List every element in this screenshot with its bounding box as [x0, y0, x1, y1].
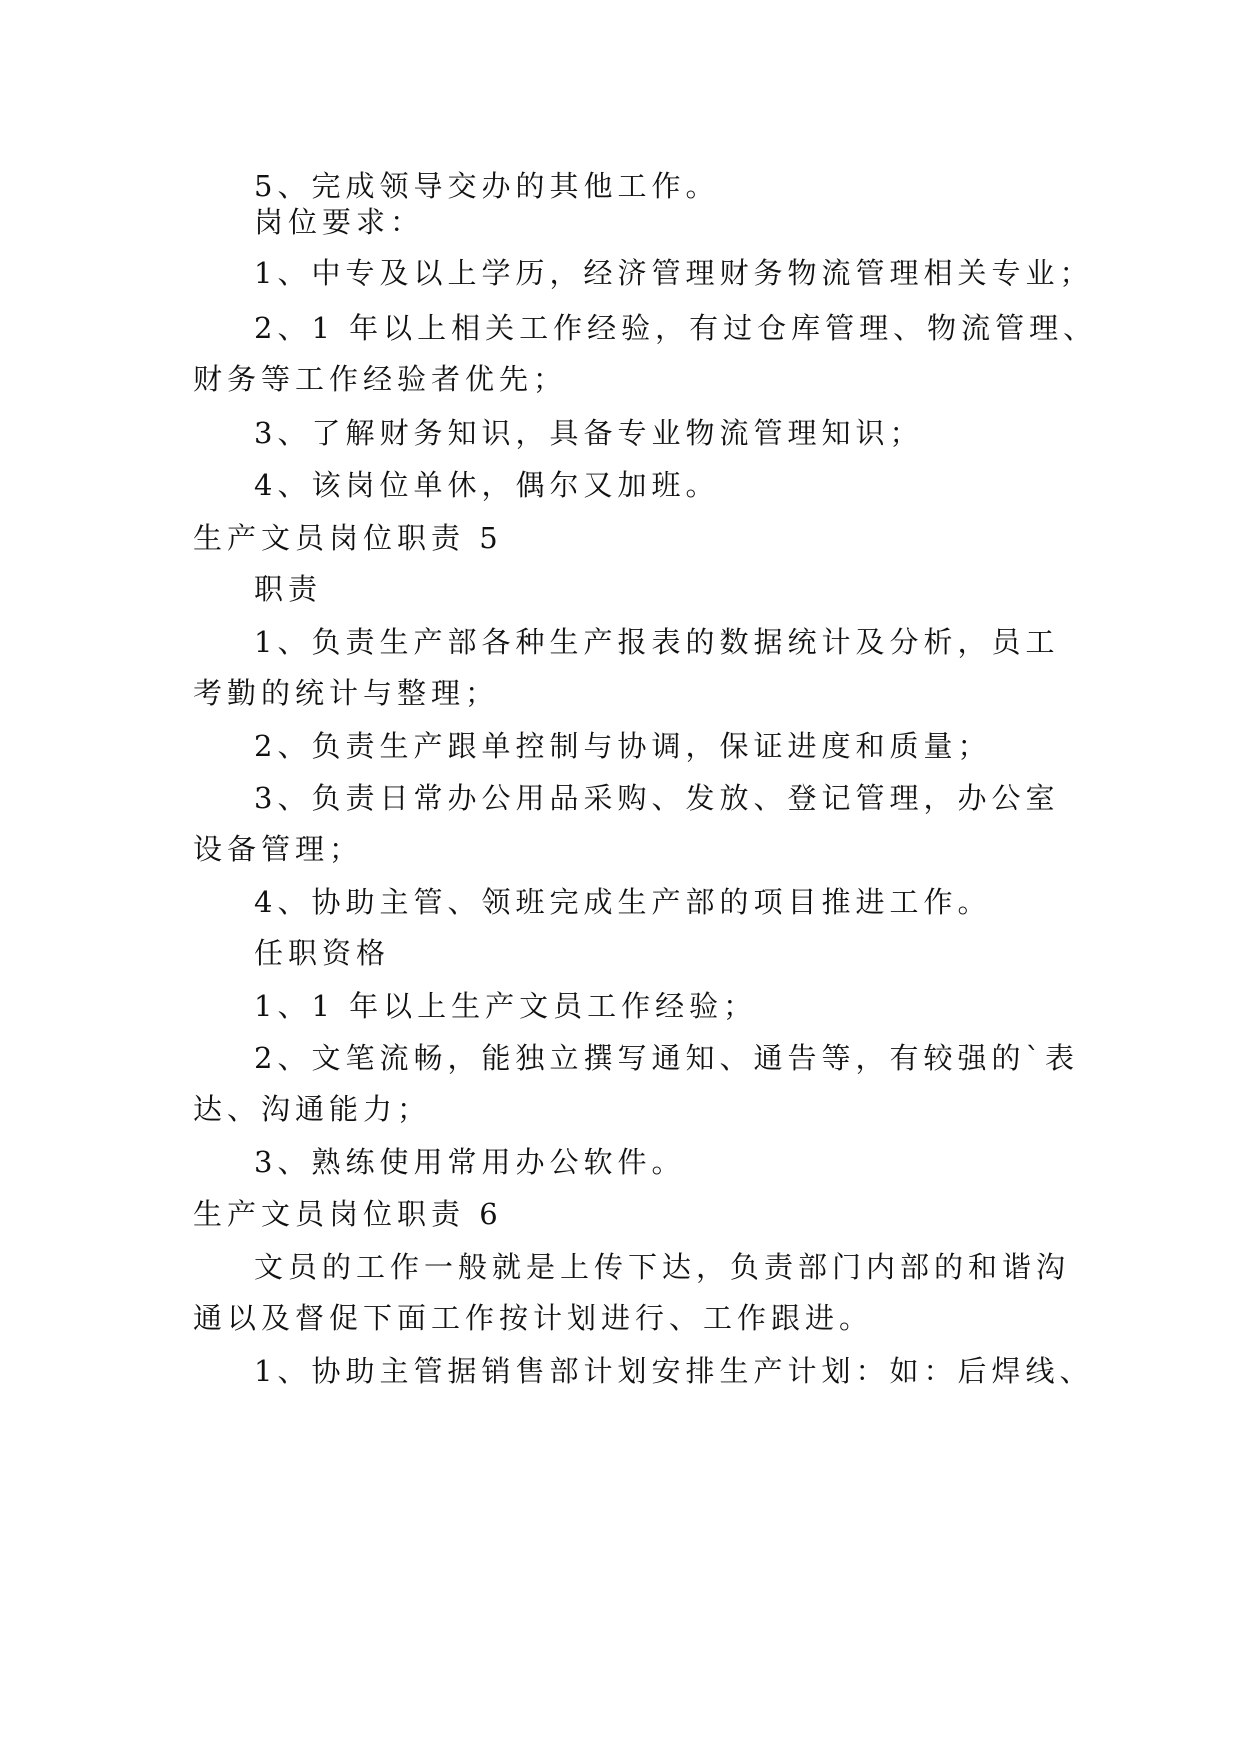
list-item-office-software: 3、熟练使用常用办公软件。	[254, 1145, 686, 1179]
list-item-office-supplies-cont: 设备管理；	[193, 832, 364, 866]
list-item-writing-skills-cont: 达、沟通能力；	[193, 1092, 432, 1126]
list-item-production-plan: 1、协助主管据销售部计划安排生产计划：如：后焊线、	[254, 1354, 1094, 1388]
list-item-assist-supervisor: 4、协助主管、领班完成生产部的项目推进工作。	[254, 885, 992, 919]
list-item-work-schedule: 4、该岗位单休，偶尔又加班。	[254, 468, 720, 502]
list-item-order-tracking: 2、负责生产跟单控制与协调，保证进度和质量；	[254, 729, 992, 763]
list-item-finance-knowledge: 3、了解财务知识，具备专业物流管理知识；	[254, 416, 924, 450]
paragraph-clerk-role: 文员的工作一般就是上传下达，负责部门内部的和谐沟	[254, 1250, 1071, 1284]
list-item-report-statistics: 1、负责生产部各种生产报表的数据统计及分析，员工	[254, 625, 1060, 659]
subheading-duties: 职责	[254, 572, 323, 606]
list-item-education: 1、中专及以上学历，经济管理财务物流管理相关专业；	[254, 256, 1094, 290]
section-title-5: 生产文员岗位职责 5	[193, 521, 503, 555]
paragraph-clerk-role-cont: 通以及督促下面工作按计划进行、工作跟进。	[193, 1301, 874, 1335]
list-item-writing-skills: 2、文笔流畅，能独立撰写通知、通告等，有较强的`表	[254, 1041, 1079, 1075]
list-item-one-year-experience: 1、1 年以上生产文员工作经验；	[254, 989, 758, 1023]
list-item-report-statistics-cont: 考勤的统计与整理；	[193, 676, 500, 710]
list-item-experience-cont: 财务等工作经验者优先；	[193, 362, 568, 396]
section-heading-job-requirements: 岗位要求：	[254, 205, 425, 239]
list-item-experience: 2、1 年以上相关工作经验，有过仓库管理、物流管理、	[254, 311, 1098, 345]
section-title-6: 生产文员岗位职责 6	[193, 1197, 503, 1231]
subheading-qualifications: 任职资格	[254, 936, 391, 970]
list-item-office-supplies: 3、负责日常办公用品采购、发放、登记管理，办公室	[254, 781, 1060, 815]
list-item-complete-other-work: 5、完成领导交办的其他工作。	[254, 169, 720, 203]
